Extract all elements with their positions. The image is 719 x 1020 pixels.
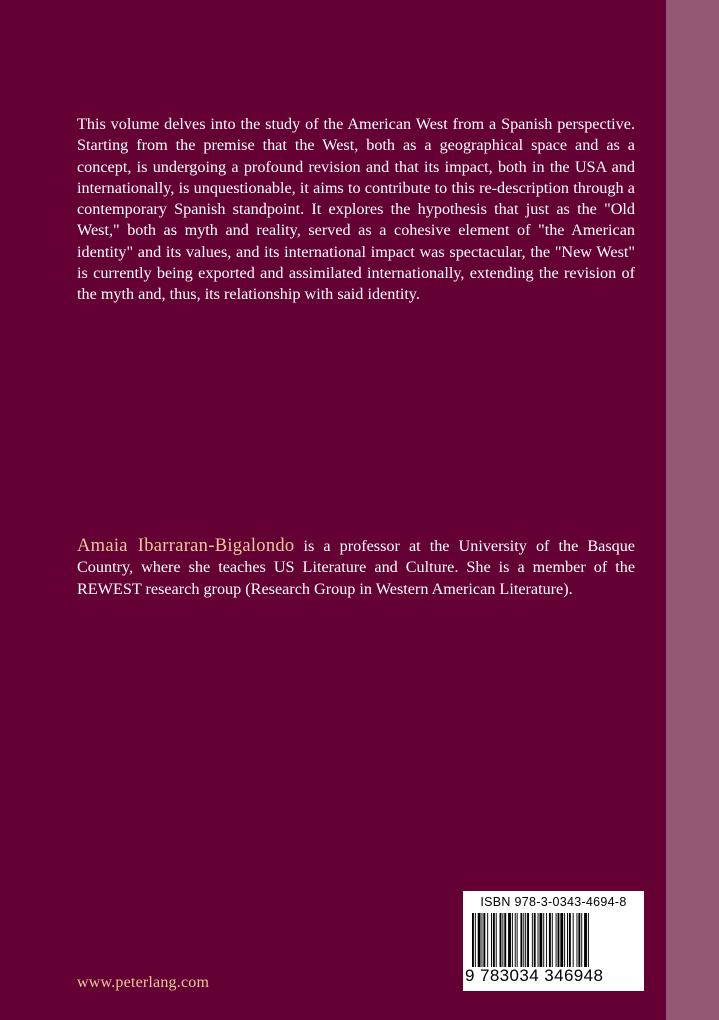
barcode-bar — [543, 913, 544, 967]
barcode-bar — [538, 913, 539, 967]
blurb-paragraph: This volume delves into the study of the American West from a Spanish perspective. Starting from the premise that the West, both as a geographical space and as a concept, is undergoing a profound revision and that its impact, both in the USA and internationally, is unquestionable, it aims to contribute to this re-description through a contemporary Spanish standpoint. It explores the hypothesis that just as the "Old West," both as myth and reality, served as a cohesive element of "the American identity" and its values, and its international impact was spectacular, the "New West" is currently being exported and assimilated internationally, extending the revision of the myth and, thus, its relationship with said identity. — [77, 115, 635, 304]
barcode-bar — [482, 913, 483, 967]
barcode-bar — [487, 913, 488, 967]
barcode-bar — [569, 913, 571, 967]
publisher-website[interactable]: www.peterlang.com — [77, 974, 210, 991]
barcode-bar — [546, 913, 547, 967]
barcode-bar — [500, 913, 502, 967]
barcode-bar — [523, 913, 524, 967]
barcode-bar — [475, 913, 476, 967]
barcode-bar — [578, 913, 580, 967]
barcode-bar — [504, 913, 506, 967]
isbn-barcode-box — [463, 891, 644, 991]
barcode-bar — [588, 913, 589, 967]
spine-strip — [666, 0, 719, 1020]
barcode-bar — [539, 913, 542, 967]
barcode-bar — [552, 913, 553, 967]
author-bio-text: is a professor at the University of the Basque Country, where she teaches US Literature and Culture. She is a member of the REWEST research group (Research Group in Western American Literature). — [77, 537, 635, 598]
barcode-bar — [496, 913, 497, 967]
barcode-bar — [493, 913, 495, 967]
barcode-bar — [515, 913, 516, 967]
author-name: Amaia Ibarraran-Bigalondo — [77, 536, 295, 556]
isbn-label: ISBN 978-3-0343-4694-8 — [480, 895, 627, 909]
barcode-bar — [564, 913, 565, 967]
barcode-bar — [560, 913, 563, 967]
barcode-bar — [525, 913, 526, 967]
barcode-bar — [483, 913, 485, 967]
barcode-bar — [534, 913, 536, 967]
barcode-bar — [508, 913, 511, 967]
barcode-bar — [577, 913, 578, 967]
barcode-bar — [584, 913, 587, 967]
barcode-bar — [478, 913, 481, 967]
barcode-bar — [520, 913, 522, 967]
barcode-bar — [517, 913, 518, 967]
author-bio-paragraph — [77, 536, 635, 600]
barcode-digits: 9 783034 346948 — [465, 966, 604, 985]
barcode-bar — [556, 913, 557, 967]
barcode-bar — [502, 913, 503, 967]
barcode-bar — [573, 913, 574, 967]
barcode-bar — [532, 913, 533, 967]
barcode-bar — [527, 913, 529, 967]
barcode-bar — [558, 913, 560, 967]
barcode-bar — [472, 913, 474, 967]
barcode-bar — [491, 913, 492, 967]
barcode-bar — [549, 913, 551, 967]
barcode-bar — [512, 913, 513, 967]
barcode-bar — [567, 913, 568, 967]
barcode-bar — [581, 913, 582, 967]
barcode-graphic — [471, 913, 636, 967]
